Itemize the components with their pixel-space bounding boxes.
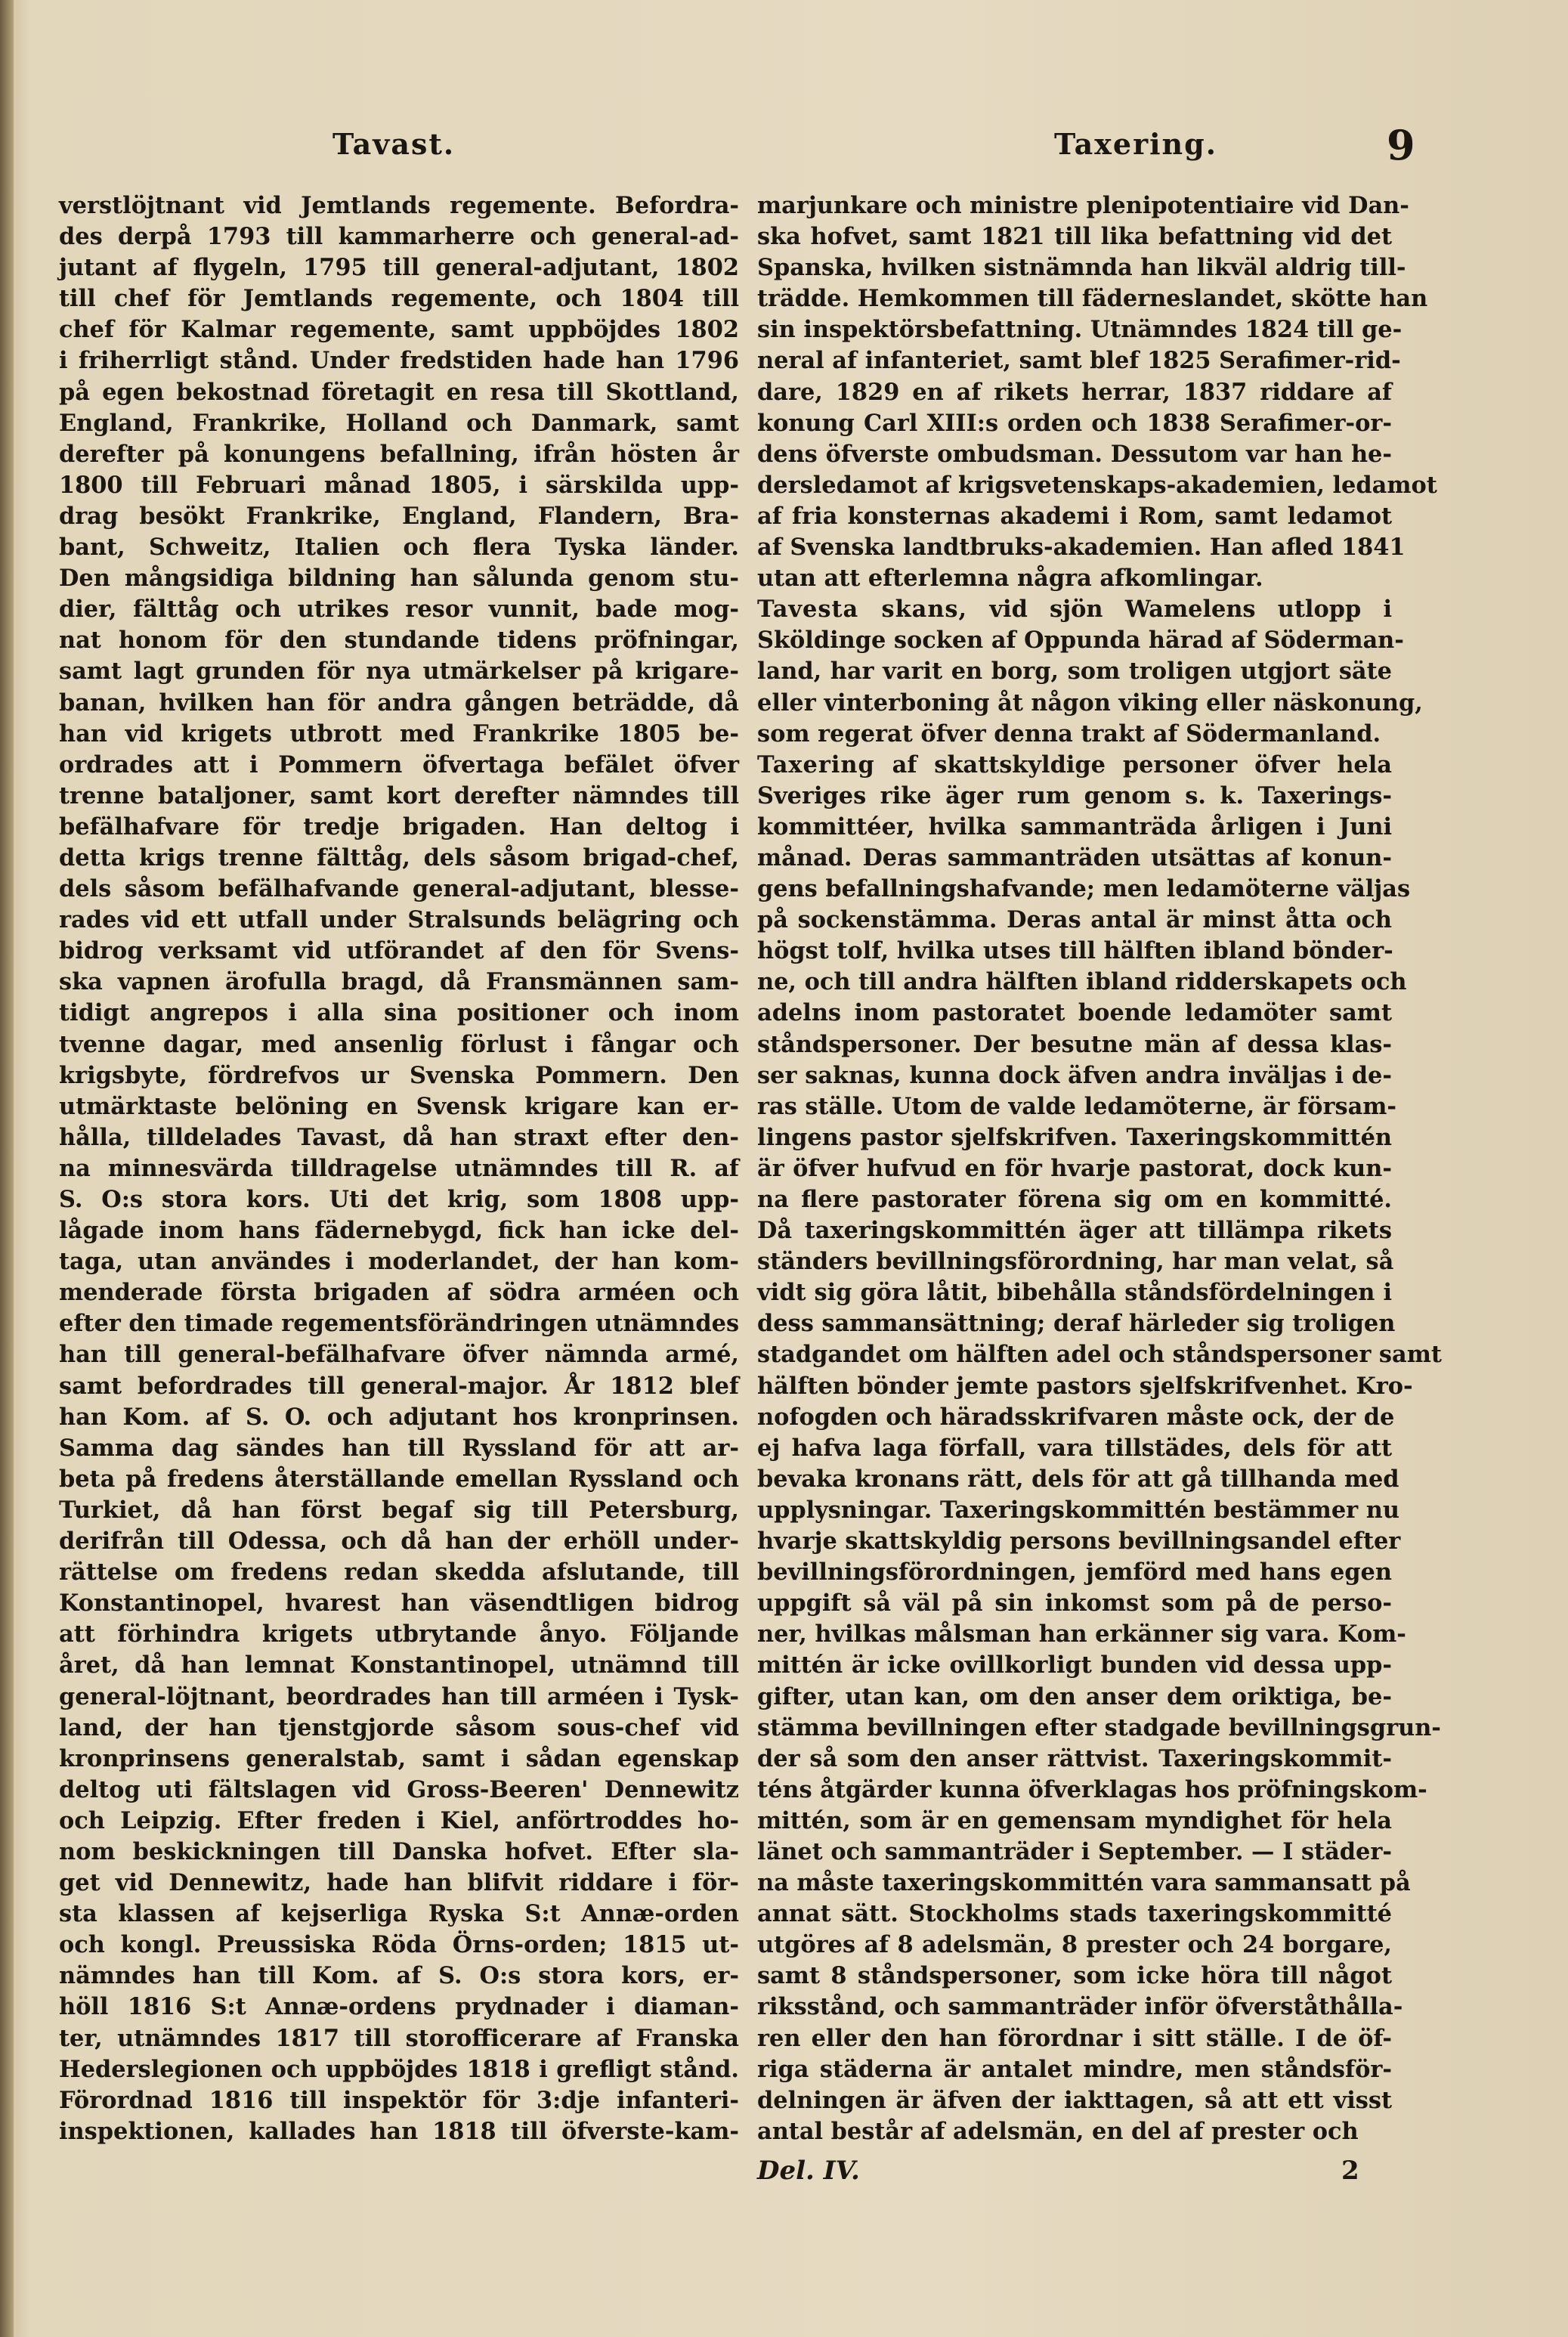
text-line: riga städerna är antalet mindre, men ståndsför- bbox=[757, 2055, 1392, 2083]
text-line: ståndspersoner. Der besutne män af dessa klas- bbox=[757, 1030, 1392, 1058]
text-line: hålla, tilldelades Tavast, då han straxt efter den- bbox=[59, 1123, 739, 1151]
text-line: dels såsom befälhafvande general-adjutant, blesse- bbox=[59, 875, 739, 903]
text-line: på egen bekostnad företagit en resa till Skottland, bbox=[59, 378, 739, 406]
text-line: na måste taxeringskommittén vara sammansatt på bbox=[757, 1869, 1411, 1897]
text-line: S. O:s stora kors. Uti det krig, som 1808 upp- bbox=[59, 1186, 739, 1213]
text-line: mittén är icke ovillkorligt bunden vid dessa upp- bbox=[757, 1651, 1392, 1679]
text-line: Samma dag sändes han till Ryssland för att ar- bbox=[59, 1434, 739, 1462]
text-line: dess sammansättning; deraf härleder sig troligen bbox=[757, 1310, 1396, 1338]
text-line: som regerat öfver denna trakt af Södermanland. bbox=[757, 720, 1381, 748]
text-line: ras ställe. Utom de valde ledamöterne, är försam- bbox=[757, 1092, 1397, 1120]
text-line: månad. Deras sammanträden utsättas af konun- bbox=[757, 843, 1392, 871]
text-line: tidigt angrepos i alla sina positioner och inom bbox=[59, 999, 739, 1027]
text-line: drag besökt Frankrike, England, Flandern, Bra- bbox=[59, 502, 739, 530]
page-gutter-shadow bbox=[0, 0, 14, 2337]
text-line: ner, hvilkas målsman han erkänner sig vara. Kom- bbox=[757, 1620, 1406, 1648]
running-head-center: Taxering. bbox=[1054, 127, 1217, 161]
text-line: dersledamot af krigsvetenskaps-akademien, ledamot bbox=[757, 471, 1437, 499]
text-line: Den mångsidiga bildning han sålunda genom stu- bbox=[59, 565, 739, 593]
text-line: utan att efterlemna några afkomlingar. bbox=[757, 565, 1263, 593]
text-line: ska vapnen ärofulla bragd, då Fransmännen sam- bbox=[59, 968, 739, 996]
page-number: 9 bbox=[1387, 121, 1415, 169]
text-line: Turkiet, då han först begaf sig till Petersburg, bbox=[59, 1496, 739, 1524]
text-line: nat honom för den stundande tidens pröfningar, bbox=[59, 627, 739, 655]
right-column bbox=[757, 190, 1442, 2147]
text-line: samt befordrades till general-major. År 1812 blef bbox=[59, 1372, 739, 1400]
text-line: han till general-befälhafvare öfver nämnda armé, bbox=[59, 1341, 739, 1369]
sheet-number: 2 bbox=[1341, 2156, 1359, 2186]
text-line: Tavesta skans, vid sjön Wamelens utlopp i bbox=[757, 596, 1392, 624]
text-line: der så som den anser rättvist. Taxeringskommit- bbox=[757, 1744, 1392, 1772]
text-line: Konstantinopel, hvarest han väsendtligen bidrog bbox=[59, 1589, 739, 1617]
text-line: nämndes han till Kom. af S. O:s stora kors, er- bbox=[59, 1962, 739, 1990]
left-column bbox=[59, 190, 739, 2147]
text-line: antal består af adelsmän, en del af prester och bbox=[757, 2117, 1359, 2145]
text-line: han vid krigets utbrott med Frankrike 1805 be- bbox=[59, 720, 739, 748]
text-line: Då taxeringskommittén äger att tillämpa rikets bbox=[757, 1217, 1392, 1245]
text-line: stämma bevillningen efter stadgade bevillningsgrun- bbox=[757, 1713, 1441, 1741]
text-line: vidt sig göra låtit, bibehålla ståndsfördelningen i bbox=[757, 1279, 1392, 1307]
text-line: rades vid ett utfall under Stralsunds belägring och bbox=[59, 906, 739, 934]
text-line: ne, och till andra hälften ibland ridderskapets och bbox=[757, 968, 1407, 996]
text-line: bevillningsförordningen, jemförd med hans egen bbox=[757, 1559, 1392, 1586]
text-line: na minnesvärda tilldragelse utnämndes till R. af bbox=[59, 1154, 739, 1182]
text-line: konung Carl XIII:s orden och 1838 Serafimer-or- bbox=[757, 409, 1392, 437]
text-line: efter den timade regementsförändringen utnämndes bbox=[59, 1310, 740, 1338]
running-head bbox=[45, 121, 1523, 172]
text-line: till chef för Jemtlands regemente, och 1804 till bbox=[59, 285, 739, 313]
text-line: ordrades att i Pommern öfvertaga befälet öfver bbox=[59, 751, 739, 778]
text-line: af Svenska landtbruks-akademien. Han afled 1841 bbox=[757, 534, 1406, 562]
text-line: annat sätt. Stockholms stads taxeringskommitté bbox=[757, 1900, 1392, 1928]
text-line: derifrån till Odessa, och då han der erhöll under- bbox=[59, 1528, 739, 1555]
text-line: ständers bevillningsförordning, har man velat, så bbox=[757, 1248, 1394, 1276]
text-line: bant, Schweitz, Italien och flera Tyska länder. bbox=[59, 534, 739, 562]
text-line: na flere pastorater förena sig om en kommitté. bbox=[757, 1186, 1392, 1213]
text-line: hvarje skattskyldig persons bevillningsandel efter bbox=[757, 1528, 1401, 1555]
text-line: land, der han tjenstgjorde såsom sous-chef vid bbox=[59, 1713, 739, 1741]
text-line: deltog uti fältslagen vid Gross-Beeren' Dennewitz bbox=[59, 1775, 739, 1803]
text-line: eller vinterboning åt någon viking eller näskonung, bbox=[757, 689, 1423, 717]
text-line: mittén, som är en gemensam myndighet för hela bbox=[757, 1806, 1392, 1834]
text-line: är öfver hufvud en för hvarje pastorat, dock kun- bbox=[757, 1154, 1392, 1182]
text-line: jutant af flygeln, 1795 till general-adjutant, 1802 bbox=[59, 254, 739, 282]
text-line: inspektionen, kallades han 1818 till öfverste-kam- bbox=[59, 2117, 739, 2145]
text-line: general-löjtnant, beordrades han till arméen i Tysk- bbox=[59, 1682, 739, 1710]
text-line: höll 1816 S:t Annæ-ordens prydnader i diaman- bbox=[59, 1993, 739, 2021]
text-line: bidrog verksamt vid utförandet af den för Svens- bbox=[59, 937, 739, 965]
text-line: hälften bönder jemte pastors sjelfskrifvenhet. Kro- bbox=[757, 1372, 1413, 1400]
text-line: menderade första brigaden af södra arméen och bbox=[59, 1279, 739, 1307]
text-line: sta klassen af kejserliga Ryska S:t Annæ-orden bbox=[59, 1900, 739, 1928]
text-line: chef för Kalmar regemente, samt uppböjdes 1802 bbox=[59, 316, 739, 344]
text-line: téns åtgärder kunna öfverklagas hos pröfningskom- bbox=[757, 1775, 1427, 1803]
text-line: ser saknas, kunna dock äfven andra inväljas i de- bbox=[757, 1061, 1392, 1089]
running-head-left: Tavast. bbox=[332, 127, 456, 161]
text-line: banan, hvilken han för andra gången beträdde, då bbox=[59, 689, 739, 717]
text-line: utgöres af 8 adelsmän, 8 prester och 24 borgare, bbox=[757, 1931, 1392, 1959]
text-line: rättelse om fredens redan skedda afslutande, till bbox=[59, 1559, 739, 1586]
text-line: kronprinsens generalstab, samt i sådan egenskap bbox=[59, 1744, 739, 1772]
text-line: tvenne dagar, med ansenlig förlust i fångar och bbox=[59, 1030, 739, 1058]
text-line: lingens pastor sjelfskrifven. Taxeringskommittén bbox=[757, 1123, 1392, 1151]
text-line: riksstånd, och sammanträder inför öfverståthålla- bbox=[757, 1993, 1403, 2021]
text-line: verstlöjtnant vid Jemtlands regemente. Befordra- bbox=[59, 192, 739, 219]
text-line: ska hofvet, samt 1821 till lika befattning vid det bbox=[757, 223, 1392, 251]
text-line: get vid Dennewitz, hade han blifvit riddare i för- bbox=[59, 1869, 739, 1897]
text-line: året, då han lemnat Konstantinopel, utnämnd till bbox=[59, 1651, 739, 1679]
text-line: Sveriges rike äger rum genom s. k. Taxerings- bbox=[757, 782, 1392, 809]
text-line: sin inspektörsbefattning. Utnämndes 1824 till ge- bbox=[757, 316, 1403, 344]
text-line: på sockenstämma. Deras antal är minst åtta och bbox=[757, 906, 1392, 934]
text-line: marjunkare och ministre plenipotentiaire vid Dan- bbox=[757, 192, 1409, 219]
text-line: krigsbyte, fördrefvos ur Svenska Pommern. Den bbox=[59, 1061, 739, 1089]
text-line: land, har varit en borg, som troligen utgjort säte bbox=[757, 658, 1392, 686]
text-line: bevaka kronans rätt, dels för att gå tillhanda med bbox=[757, 1465, 1399, 1493]
text-line: att förhindra krigets utbrytande ånyo. Följande bbox=[59, 1620, 739, 1648]
text-line: nofogden och häradsskrifvaren måste ock, der de bbox=[757, 1403, 1395, 1431]
text-line: samt lagt grunden för nya utmärkelser på krigare- bbox=[59, 658, 739, 686]
text-line: nom beskickningen till Danska hofvet. Efter sla- bbox=[59, 1837, 739, 1865]
text-line: i friherrligt stånd. Under fredstiden hade han 1796 bbox=[59, 347, 739, 375]
text-line: taga, utan användes i moderlandet, der han kom- bbox=[59, 1248, 739, 1276]
text-line: 1800 till Februari månad 1805, i särskilda upp- bbox=[59, 471, 739, 499]
text-line: trädde. Hemkommen till fäderneslandet, skötte han bbox=[757, 285, 1428, 313]
text-line: dier, fälttåg och utrikes resor vunnit, bade mog- bbox=[59, 596, 739, 624]
text-line: dare, 1829 en af rikets herrar, 1837 riddare af bbox=[757, 378, 1392, 406]
text-line: Taxering af skattskyldige personer öfver hela bbox=[757, 751, 1392, 778]
text-line: Förordnad 1816 till inspektör för 3:dje infanteri- bbox=[59, 2086, 739, 2114]
text-line: af fria konsternas akademi i Rom, samt ledamot bbox=[757, 502, 1392, 530]
text-line: detta krigs trenne fälttåg, dels såsom brigad-chef, bbox=[59, 843, 739, 871]
text-line: adelns inom pastoratet boende ledamöter samt bbox=[757, 999, 1392, 1027]
text-line: neral af infanteriet, samt blef 1825 Serafimer-rid- bbox=[757, 347, 1401, 375]
text-line: stadgandet om hälften adel och ståndspersoner samt bbox=[757, 1341, 1442, 1369]
text-line: ter, utnämndes 1817 till storofficerare af Franska bbox=[59, 2024, 739, 2052]
volume-signature: Del. IV. bbox=[757, 2156, 860, 2186]
text-line: trenne bataljoner, samt kort derefter nämndes till bbox=[59, 782, 739, 809]
text-line: Hederslegionen och uppböjdes 1818 i grefligt stånd. bbox=[59, 2055, 739, 2083]
text-line: kommittéer, hvilka sammanträda årligen i Juni bbox=[757, 813, 1392, 840]
page-footer bbox=[0, 2156, 1568, 2201]
text-line: upplysningar. Taxeringskommittén bestämmer nu bbox=[757, 1496, 1399, 1524]
text-line: länet och sammanträder i September. — I städer- bbox=[757, 1837, 1392, 1865]
text-line: beta på fredens återställande emellan Ryssland och bbox=[59, 1465, 739, 1493]
text-line: ren eller den han förordnar i sitt ställe. I de öf- bbox=[757, 2024, 1392, 2052]
text-line: samt 8 ståndspersoner, som icke höra till något bbox=[757, 1962, 1392, 1990]
text-line: Sköldinge socken af Oppunda härad af Söderman- bbox=[757, 627, 1404, 655]
text-line: lågade inom hans fädernebygd, fick han icke del- bbox=[59, 1217, 739, 1245]
text-line: utmärktaste belöning en Svensk krigare kan er- bbox=[59, 1092, 739, 1120]
text-line: dens öfverste ombudsman. Dessutom var han he- bbox=[757, 440, 1392, 468]
text-line: derefter på konungens befallning, ifrån hösten år bbox=[59, 440, 739, 468]
text-line: han Kom. af S. O. och adjutant hos kronprinsen. bbox=[59, 1403, 739, 1431]
text-line: befälhafvare för tredje brigaden. Han deltog i bbox=[59, 813, 739, 840]
text-line: Spanska, hvilken sistnämnda han likväl aldrig till- bbox=[757, 254, 1406, 282]
text-line: och Leipzig. Efter freden i Kiel, anförtroddes ho- bbox=[59, 1806, 739, 1834]
text-line: högst tolf, hvilka utses till hälften ibland bönder- bbox=[757, 937, 1393, 965]
text-line: uppgift så väl på sin inkomst som på de perso- bbox=[757, 1589, 1392, 1617]
text-line: England, Frankrike, Holland och Danmark, samt bbox=[59, 409, 739, 437]
text-line: delningen är äfven der iakttagen, så att ett visst bbox=[757, 2086, 1392, 2114]
text-line: gifter, utan kan, om den anser dem oriktiga, be- bbox=[757, 1682, 1392, 1710]
text-line: des derpå 1793 till kammarherre och general-ad- bbox=[59, 223, 739, 251]
text-line: ej hafva laga förfall, vara tillstädes, dels för att bbox=[757, 1434, 1392, 1462]
text-line: gens befallningshafvande; men ledamöterne väljas bbox=[757, 875, 1411, 903]
text-line: och kongl. Preussiska Röda Örns-orden; 1815 ut- bbox=[59, 1931, 739, 1959]
